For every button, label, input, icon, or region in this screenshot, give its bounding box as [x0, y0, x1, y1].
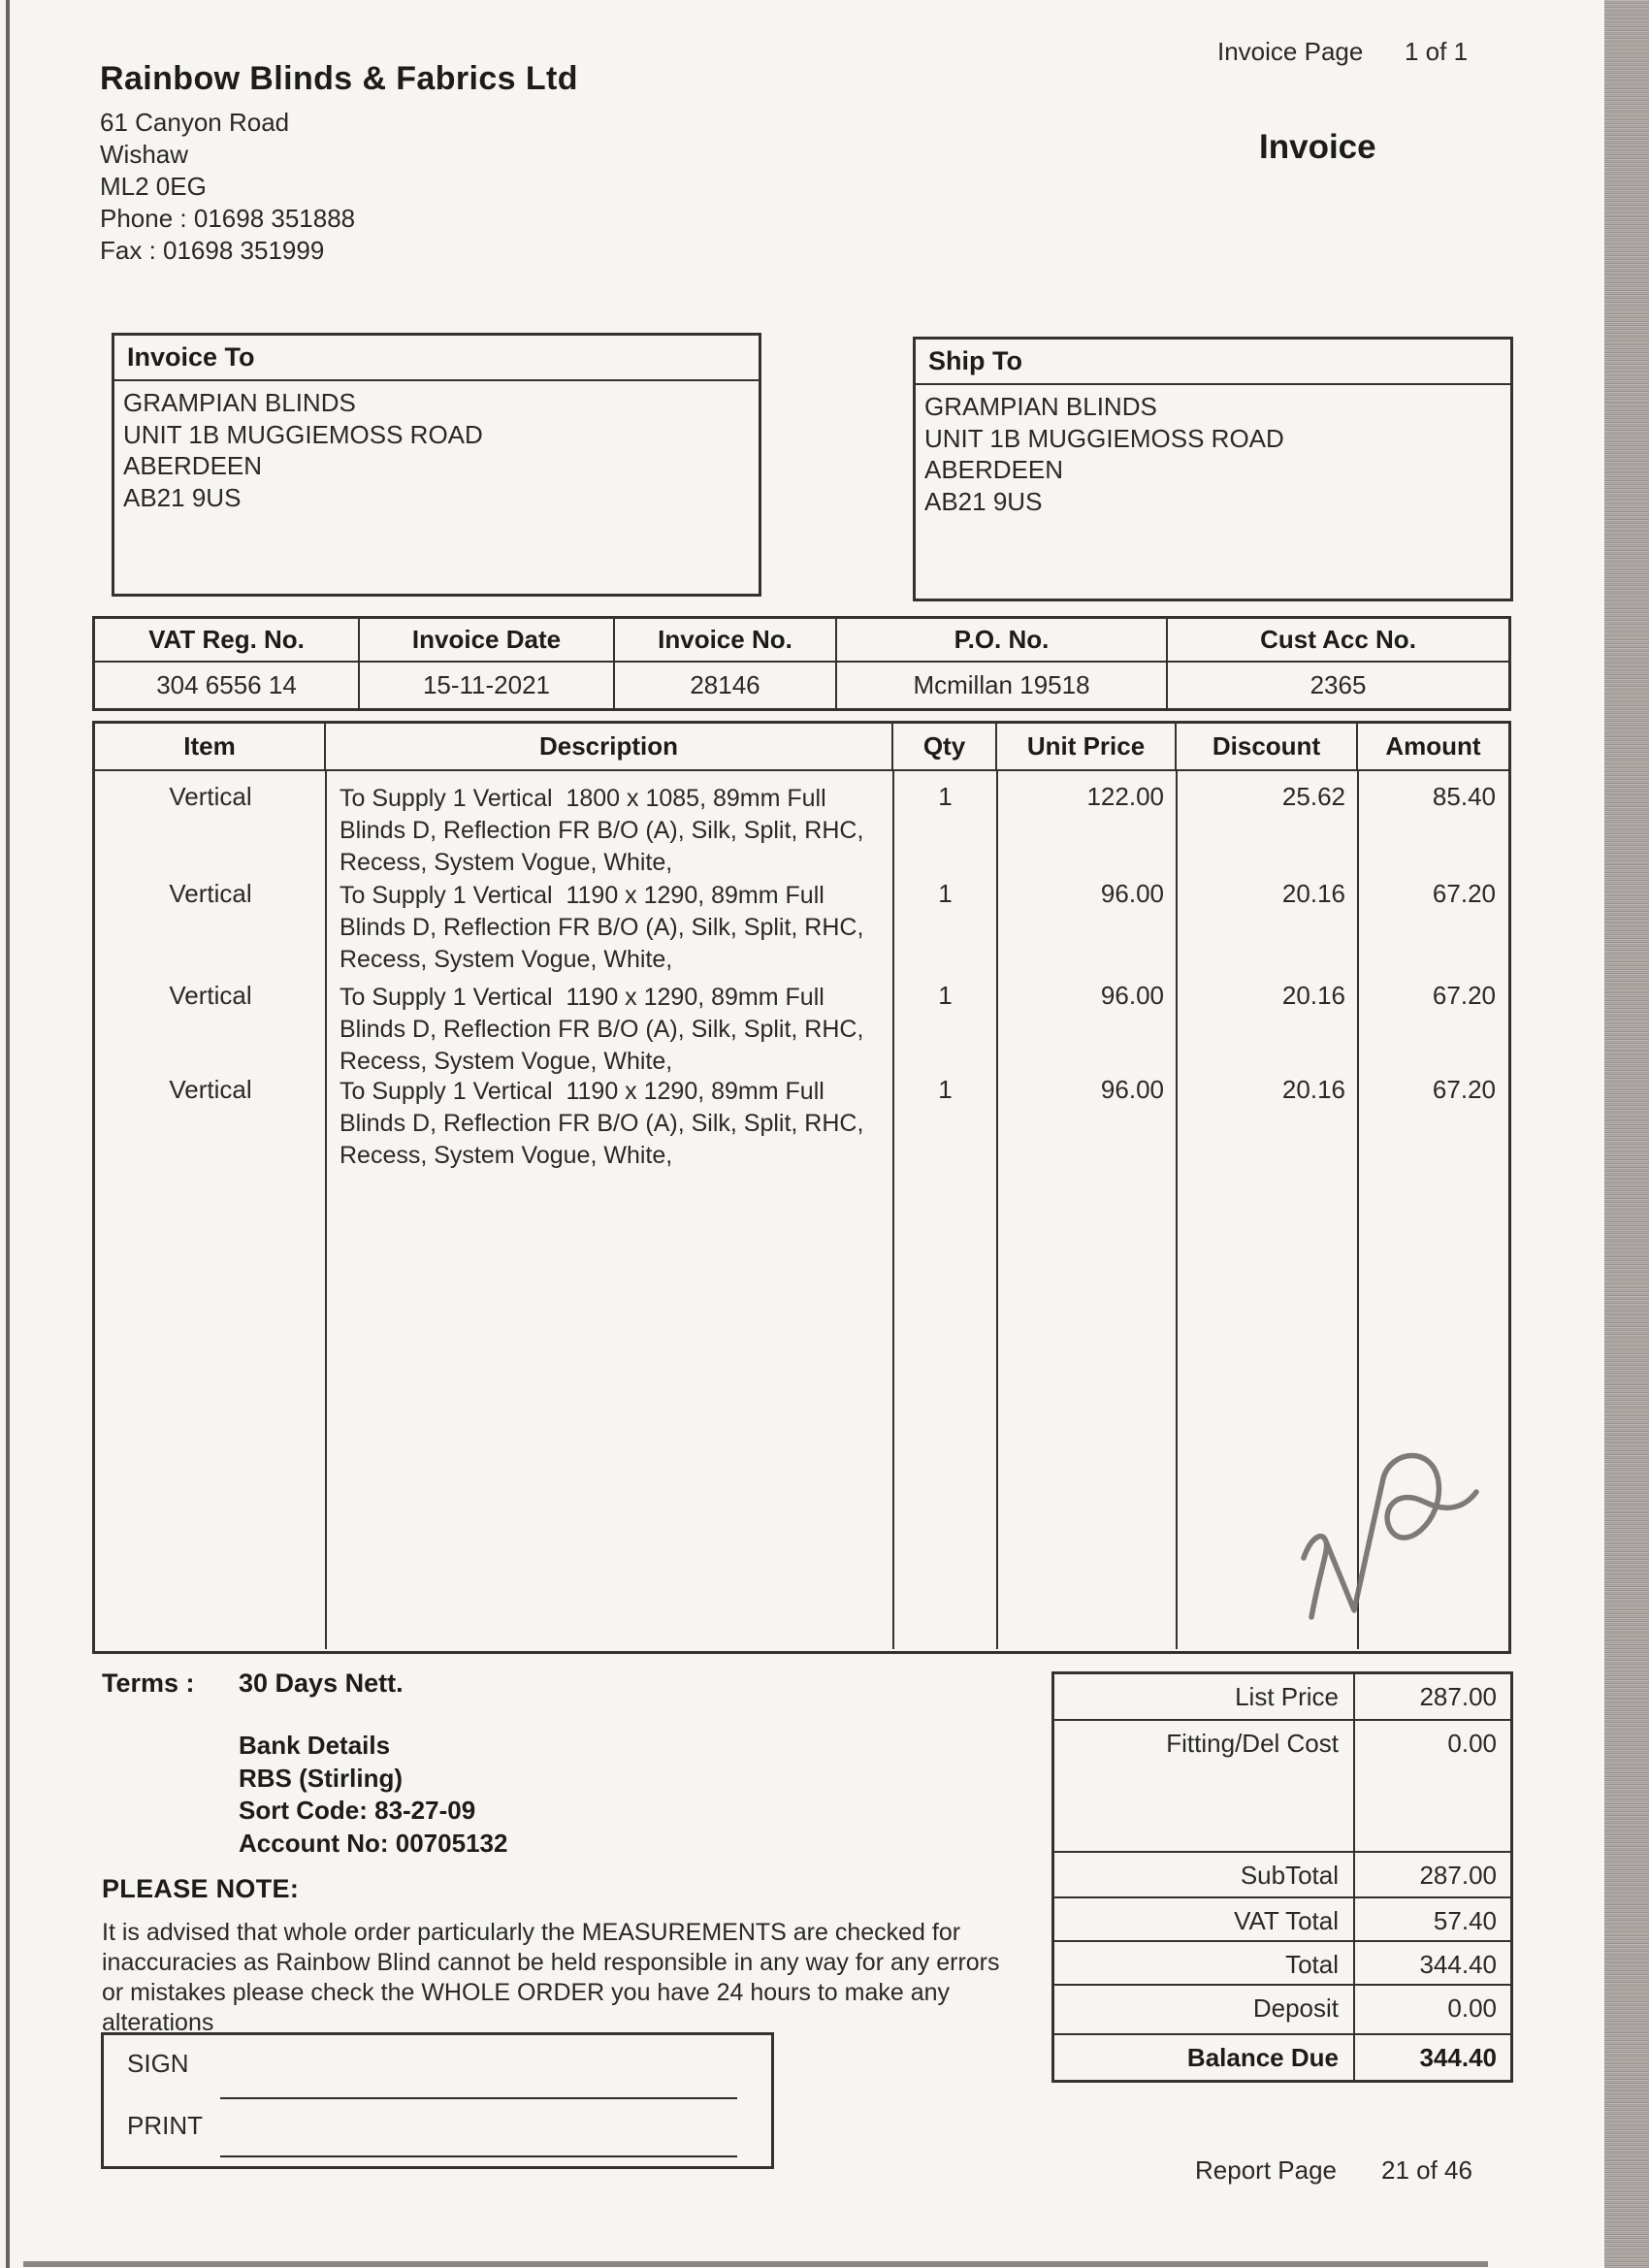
row-item: Vertical: [169, 981, 252, 1010]
invoice-to-line: ABERDEEN: [123, 451, 263, 480]
total-value: 344.40: [1353, 2035, 1510, 2080]
meta-header-cust-acc: Cust Acc No.: [1168, 619, 1508, 663]
invoice-to-address: [114, 381, 759, 513]
row-discount: 20.16: [1281, 981, 1345, 1010]
row-discount: 20.16: [1281, 879, 1345, 908]
row-amount: 67.20: [1432, 1075, 1496, 1104]
meta-value-cust-acc: 2365: [1310, 670, 1367, 699]
scan-edge-bottom: [23, 2261, 1488, 2267]
row-qty: 1: [938, 879, 953, 908]
row-item: Vertical: [169, 782, 252, 811]
total-row-vat: [1054, 1896, 1510, 1940]
table-row: [95, 1075, 1508, 1172]
ship-to-box: [913, 337, 1513, 601]
total-row-fitting: [1054, 1719, 1510, 1851]
please-note-title: PLEASE NOTE:: [102, 1874, 300, 1903]
total-label: Balance Due: [1186, 2043, 1339, 2072]
meta-header-row: [95, 619, 1508, 663]
row-item: Vertical: [169, 1075, 252, 1104]
total-label: SubTotal: [1240, 1861, 1339, 1890]
scan-edge-right: [1604, 0, 1649, 2268]
row-amount: 67.20: [1432, 879, 1496, 908]
total-label: VAT Total: [1234, 1906, 1339, 1935]
please-note-body: It is advised that whole order particularly the MEASUREMENTS are checked for inaccuracies as Rainbow Blind cannot be held responsible in any way for any errors or mistakes please check the WHOLE ORDER you have 24 hours to make any alterations: [102, 1919, 1000, 2036]
bank-account-no: Account No: 00705132: [239, 1828, 508, 1858]
invoice-to-line: GRAMPIAN BLINDS: [123, 388, 356, 417]
items-header-discount: Discount: [1177, 724, 1358, 769]
ship-to-line: AB21 9US: [924, 486, 1043, 516]
total-value: 0.00: [1353, 1721, 1510, 1851]
total-value: 287.00: [1353, 1674, 1510, 1719]
scan-edge-left: [6, 0, 10, 2268]
total-row-subtotal: [1054, 1851, 1510, 1896]
total-row-balance-due: [1054, 2033, 1510, 2080]
sign-line: [220, 2097, 737, 2099]
invoice-page-value: 1 of 1: [1405, 37, 1469, 66]
row-discount: 20.16: [1281, 1075, 1345, 1104]
meta-value-invoice-no: 28146: [615, 663, 837, 708]
company-address: [100, 107, 355, 267]
row-qty: 1: [938, 981, 953, 1010]
invoice-to-line: AB21 9US: [123, 482, 242, 512]
terms-label: Terms :: [102, 1669, 195, 1698]
row-unit-price: 122.00: [1086, 782, 1164, 811]
total-row-total: [1054, 1940, 1510, 1984]
ship-to-label: Ship To: [916, 340, 1510, 385]
invoice-to-line: UNIT 1B MUGGIEMOSS ROAD: [123, 419, 483, 449]
row-amount: 85.40: [1432, 782, 1496, 811]
row-qty: 1: [938, 782, 953, 811]
invoice-to-label: Invoice To: [114, 336, 759, 381]
report-page-label: Report Page: [1195, 2155, 1337, 2185]
total-row-deposit: [1054, 1984, 1510, 2033]
bank-name: RBS (Stirling): [239, 1763, 403, 1793]
items-header-description: Description: [326, 724, 893, 769]
invoice-to-box: [112, 333, 761, 597]
items-header-qty: Qty: [893, 724, 997, 769]
total-value: 0.00: [1353, 1986, 1510, 2033]
row-unit-price: 96.00: [1100, 981, 1164, 1010]
bank-sort-code: Sort Code: 83-27-09: [239, 1796, 476, 1825]
print-label: PRINT: [127, 2111, 203, 2140]
items-header-unit-price: Unit Price: [997, 724, 1177, 769]
table-row: [95, 879, 1508, 976]
print-line: [220, 2155, 737, 2157]
meta-value-vat: 304 6556 14: [95, 663, 360, 708]
bank-details: [239, 1730, 507, 1860]
row-description: To Supply 1 Vertical 1190 x 1290, 89mm Full Blinds D, Reflection FR B/O (A), Silk, Split, RHC, Recess, System Vogue, White,: [340, 882, 871, 973]
total-label: Total: [1285, 1950, 1339, 1979]
address-line-2: Wishaw: [100, 140, 189, 169]
total-label: List Price: [1235, 1682, 1339, 1711]
items-table-body: [95, 771, 1508, 1649]
row-description: To Supply 1 Vertical 1800 x 1085, 89mm Full Blinds D, Reflection FR B/O (A), Silk, Split, RHC, Recess, System Vogue, White,: [340, 785, 871, 876]
total-value: 57.40: [1353, 1898, 1510, 1940]
document-title: Invoice: [1259, 128, 1376, 166]
items-header-amount: Amount: [1385, 731, 1481, 761]
row-description: To Supply 1 Vertical 1190 x 1290, 89mm Full Blinds D, Reflection FR B/O (A), Silk, Split, RHC, Recess, System Vogue, White,: [340, 984, 871, 1075]
row-qty: 1: [938, 1075, 953, 1104]
total-label: Deposit: [1252, 1993, 1339, 2023]
meta-header-vat: VAT Reg. No.: [95, 619, 360, 663]
terms-value: 30 Days Nett.: [239, 1669, 404, 1698]
address-line-1: 61 Canyon Road: [100, 108, 290, 137]
invoice-meta-table: [92, 616, 1511, 711]
ship-to-line: GRAMPIAN BLINDS: [924, 392, 1157, 421]
row-discount: 25.62: [1281, 782, 1345, 811]
meta-value-row: [95, 663, 1508, 708]
signature-box: [101, 2032, 774, 2169]
total-value: 287.00: [1353, 1853, 1510, 1896]
sign-label: SIGN: [127, 2049, 189, 2078]
row-amount: 67.20: [1432, 981, 1496, 1010]
company-name: Rainbow Blinds & Fabrics Ltd: [100, 60, 578, 97]
table-row: [95, 981, 1508, 1078]
row-unit-price: 96.00: [1100, 879, 1164, 908]
bank-details-title: Bank Details: [239, 1731, 391, 1760]
table-row: [95, 782, 1508, 879]
total-row-list-price: [1054, 1674, 1510, 1719]
row-item: Vertical: [169, 879, 252, 908]
totals-box: [1051, 1671, 1513, 2083]
company-phone: Phone : 01698 351888: [100, 204, 356, 233]
company-fax: Fax : 01698 351999: [100, 236, 325, 265]
total-label: Fitting/Del Cost: [1166, 1729, 1339, 1758]
row-description: To Supply 1 Vertical 1190 x 1290, 89mm Full Blinds D, Reflection FR B/O (A), Silk, Split, RHC, Recess, System Vogue, White,: [340, 1078, 871, 1169]
signature-scribble: [1298, 1447, 1482, 1627]
total-value: 344.40: [1353, 1942, 1510, 1984]
meta-header-po: P.O. No.: [837, 619, 1168, 663]
row-unit-price: 96.00: [1100, 1075, 1164, 1104]
meta-value-date: 15-11-2021: [360, 663, 615, 708]
meta-header-invoice-no: Invoice No.: [615, 619, 837, 663]
report-page-value: 21 of 46: [1381, 2155, 1472, 2185]
ship-to-line: ABERDEEN: [924, 455, 1064, 484]
meta-header-date: Invoice Date: [360, 619, 615, 663]
items-header-item: Item: [95, 724, 326, 769]
meta-value-po: Mcmillan 19518: [837, 663, 1168, 708]
ship-to-line: UNIT 1B MUGGIEMOSS ROAD: [924, 423, 1284, 453]
ship-to-address: [916, 385, 1510, 517]
items-header-row: [95, 724, 1508, 771]
invoice-page-label: Invoice Page: [1217, 37, 1364, 66]
address-line-3: ML2 0EG: [100, 172, 207, 201]
